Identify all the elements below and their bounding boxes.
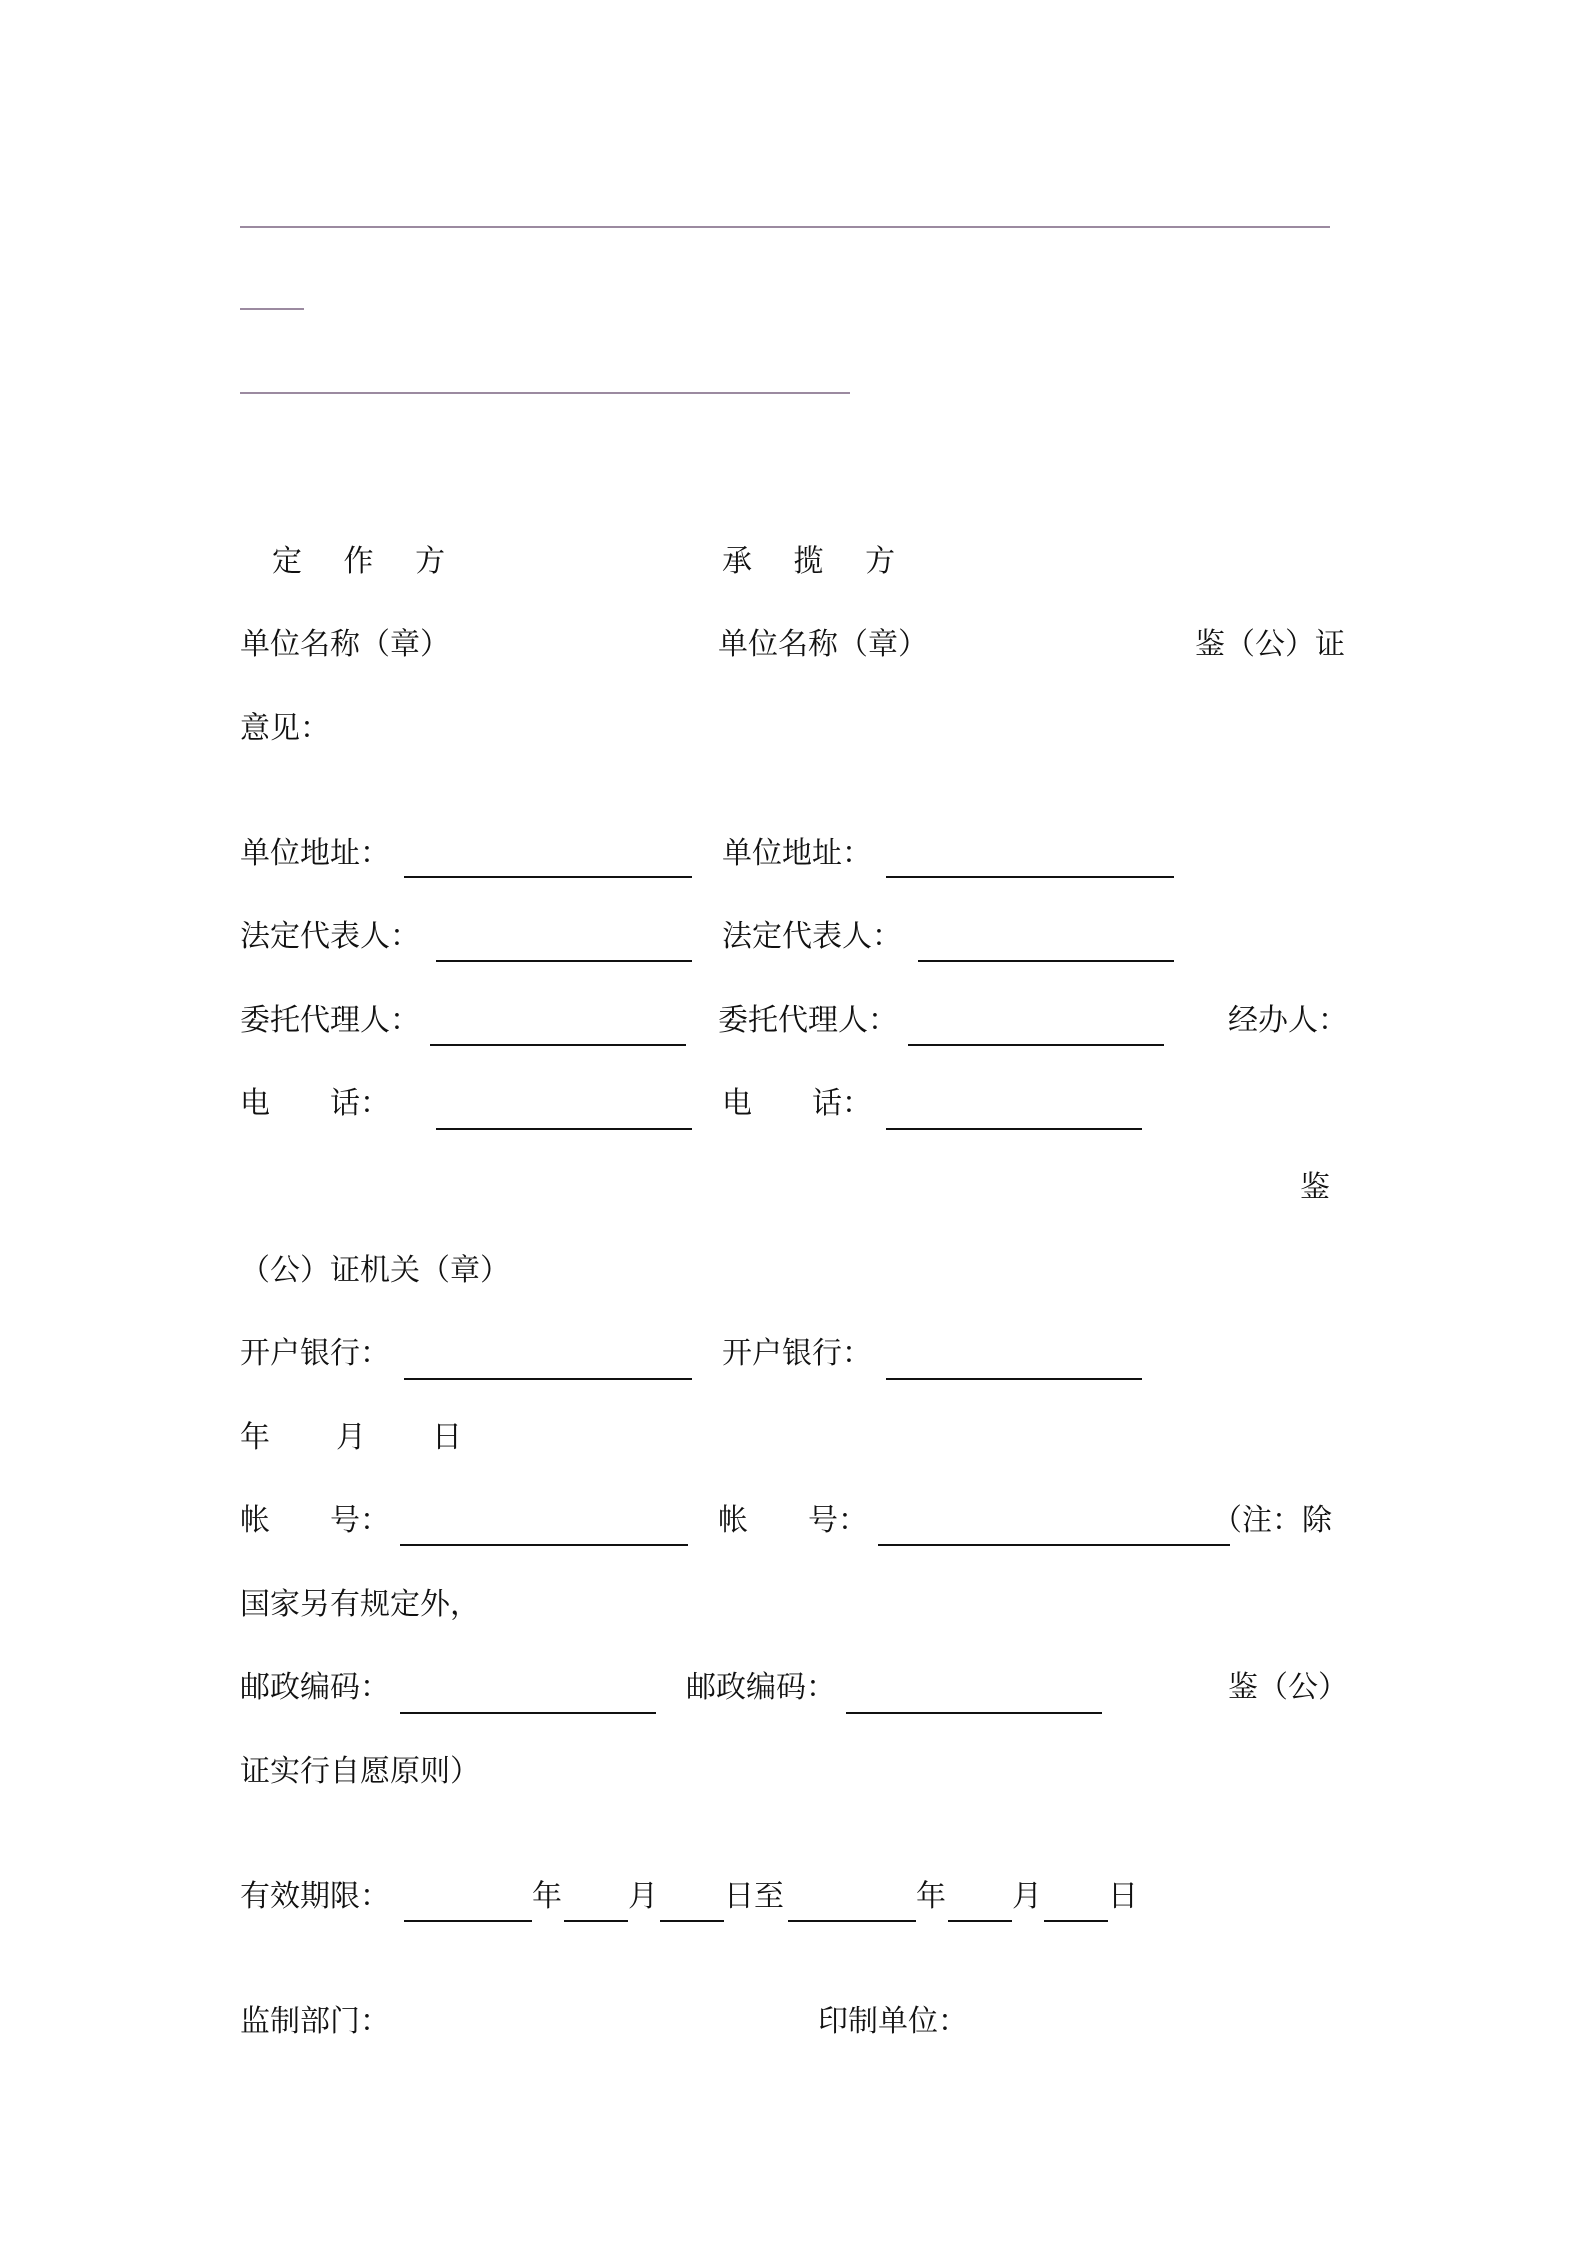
validity-label: 有效期限：: [240, 1879, 390, 1914]
notary-handler-label: 经办人：: [1228, 1003, 1348, 1038]
validity-end-year: 年: [916, 1879, 946, 1914]
top-rule-medium: [240, 392, 850, 394]
validity-end-day-field[interactable]: [1044, 1920, 1108, 1922]
party-a-account-field[interactable]: [400, 1544, 688, 1546]
notary-note-cont-2: 鉴（公）: [1228, 1670, 1348, 1705]
notary-note-cont: 国家另有规定外，: [240, 1587, 480, 1622]
validity-end-month: 月: [1012, 1879, 1042, 1914]
supervisor-label: 监制部门：: [240, 2004, 390, 2039]
party-a-bank-label: 开户银行：: [240, 1336, 390, 1371]
party-b-phone-field[interactable]: [886, 1128, 1142, 1130]
party-b-address-label: 单位地址：: [722, 836, 872, 871]
party-b-legal-rep-field[interactable]: [918, 960, 1174, 962]
validity-start-month: 月: [628, 1879, 658, 1914]
party-a-postcode-label: 邮政编码：: [240, 1670, 390, 1705]
notary-date-year: 年: [240, 1420, 270, 1455]
top-rule-short: [240, 308, 304, 310]
party-b-unit-name: 单位名称（章）: [718, 627, 928, 662]
validity-start-month-field[interactable]: [564, 1920, 628, 1922]
party-b-heading: 承 揽 方: [722, 544, 912, 579]
validity-start-day-field[interactable]: [660, 1920, 724, 1922]
printer-label: 印制单位：: [818, 2004, 968, 2039]
validity-start-year-field[interactable]: [404, 1920, 532, 1922]
validity-end-day: 日: [1108, 1879, 1138, 1914]
party-b-address-field[interactable]: [886, 876, 1174, 878]
party-b-postcode-field[interactable]: [846, 1712, 1102, 1714]
party-a-heading: 定 作 方: [272, 544, 462, 579]
notary-agency-label-cont: （公）证机关（章）: [240, 1253, 510, 1288]
party-b-agent-label: 委托代理人：: [718, 1003, 898, 1038]
party-a-postcode-field[interactable]: [400, 1712, 656, 1714]
party-a-agent-label: 委托代理人：: [240, 1003, 420, 1038]
party-a-legal-rep-field[interactable]: [436, 960, 692, 962]
party-b-legal-rep-label: 法定代表人：: [722, 919, 902, 954]
party-a-agent-field[interactable]: [430, 1044, 686, 1046]
notary-opinion-label: 鉴（公）证: [1195, 627, 1345, 662]
party-b-bank-label: 开户银行：: [722, 1336, 872, 1371]
validity-end-month-field[interactable]: [948, 1920, 1012, 1922]
notary-agency-label: 鉴: [1300, 1170, 1330, 1205]
party-a-legal-rep-label: 法定代表人：: [240, 919, 420, 954]
notary-note: （注：除: [1212, 1503, 1332, 1538]
notary-note-cont-3: 证实行自愿原则）: [240, 1754, 480, 1789]
validity-start-day-to: 日至: [724, 1879, 784, 1914]
party-a-bank-field[interactable]: [404, 1378, 692, 1380]
validity-end-year-field[interactable]: [788, 1920, 916, 1922]
notary-opinion-label-cont: 意见：: [240, 711, 330, 746]
party-b-phone-label: 电 话：: [722, 1086, 872, 1121]
party-b-agent-field[interactable]: [908, 1044, 1164, 1046]
party-b-postcode-label: 邮政编码：: [686, 1670, 836, 1705]
party-a-phone-field[interactable]: [436, 1128, 692, 1130]
party-b-account-label: 帐 号：: [718, 1503, 868, 1538]
party-b-bank-field[interactable]: [886, 1378, 1142, 1380]
notary-date-day: 日: [432, 1420, 462, 1455]
top-rule-long: [240, 226, 1330, 228]
party-a-phone-label: 电 话：: [240, 1086, 390, 1121]
party-a-address-label: 单位地址：: [240, 836, 390, 871]
party-b-account-field[interactable]: [878, 1544, 1230, 1546]
party-a-account-label: 帐 号：: [240, 1503, 390, 1538]
notary-date-month: 月: [336, 1420, 366, 1455]
validity-start-year: 年: [532, 1879, 562, 1914]
party-a-address-field[interactable]: [404, 876, 692, 878]
party-a-unit-name: 单位名称（章）: [240, 627, 450, 662]
